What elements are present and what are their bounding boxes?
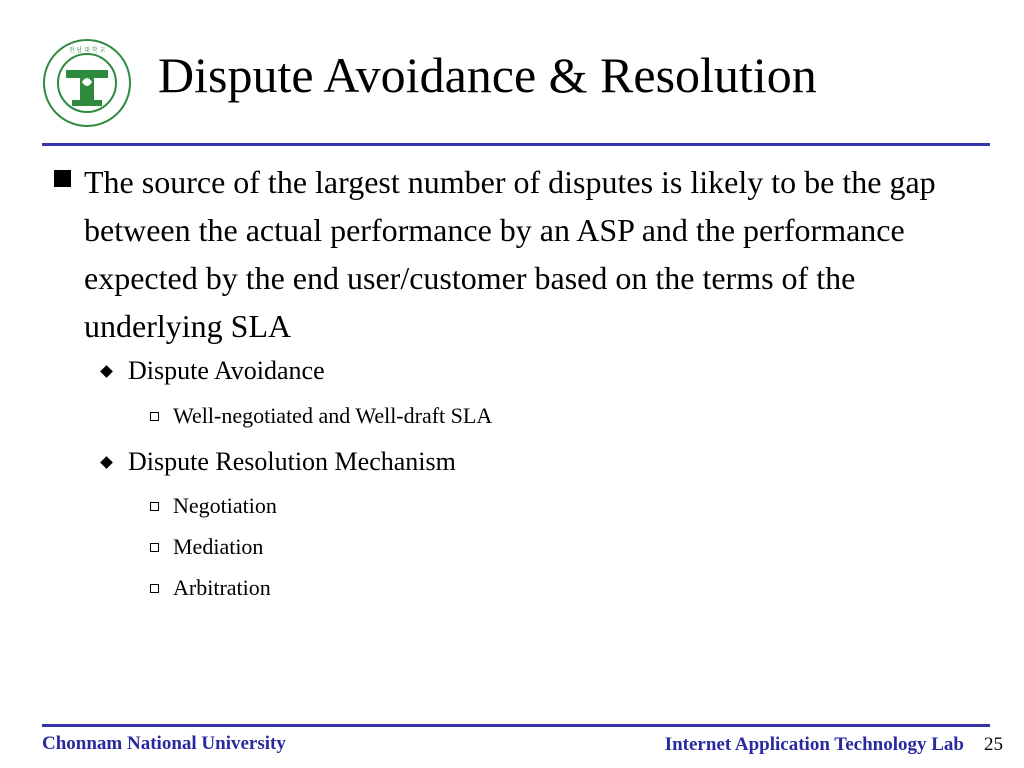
slide-title: Dispute Avoidance & Resolution bbox=[158, 47, 817, 103]
hollow-square-bullet-icon bbox=[150, 502, 159, 511]
svg-text:전 남 대 학 교: 전 남 대 학 교 bbox=[68, 47, 106, 54]
sub-bullet-text: Dispute Avoidance bbox=[128, 356, 325, 385]
sub-sub-bullet bbox=[150, 492, 277, 520]
footer-lab-name: Internet Application Technology Lab bbox=[664, 734, 964, 755]
hollow-square-bullet-icon bbox=[150, 584, 159, 593]
main-bullet-text: The source of the largest number of disputes is likely to be the gap between the actual performance by an ASP and the performance expected by the end user/customer based on the terms of the underlying SLA bbox=[84, 164, 936, 344]
university-logo bbox=[42, 38, 132, 128]
sub-sub-bullet-text: Mediation bbox=[173, 534, 264, 559]
footer-university: Chonnam National University bbox=[42, 733, 286, 754]
sub-sub-bullet-text: Negotiation bbox=[173, 493, 277, 518]
sub-sub-bullet bbox=[150, 533, 263, 561]
title-divider bbox=[42, 143, 990, 146]
hollow-square-bullet-icon bbox=[150, 543, 159, 552]
hollow-square-bullet-icon bbox=[150, 412, 159, 421]
footer-divider bbox=[42, 724, 990, 727]
sub-sub-bullet-text: Arbitration bbox=[173, 575, 271, 600]
sub-bullet bbox=[102, 355, 325, 387]
main-bullet bbox=[52, 158, 982, 350]
sub-sub-bullet bbox=[150, 574, 271, 602]
sub-sub-bullet-text: Well-negotiated and Well-draft SLA bbox=[173, 403, 493, 428]
sub-sub-bullet bbox=[150, 402, 492, 430]
diamond-bullet-icon bbox=[100, 365, 113, 378]
university-seal-icon bbox=[42, 38, 132, 128]
page-number: 25 bbox=[984, 734, 1003, 755]
sub-bullet bbox=[102, 446, 456, 478]
sub-bullet-text: Dispute Resolution Mechanism bbox=[128, 447, 456, 476]
square-bullet-icon bbox=[54, 170, 71, 187]
diamond-bullet-icon bbox=[100, 456, 113, 469]
